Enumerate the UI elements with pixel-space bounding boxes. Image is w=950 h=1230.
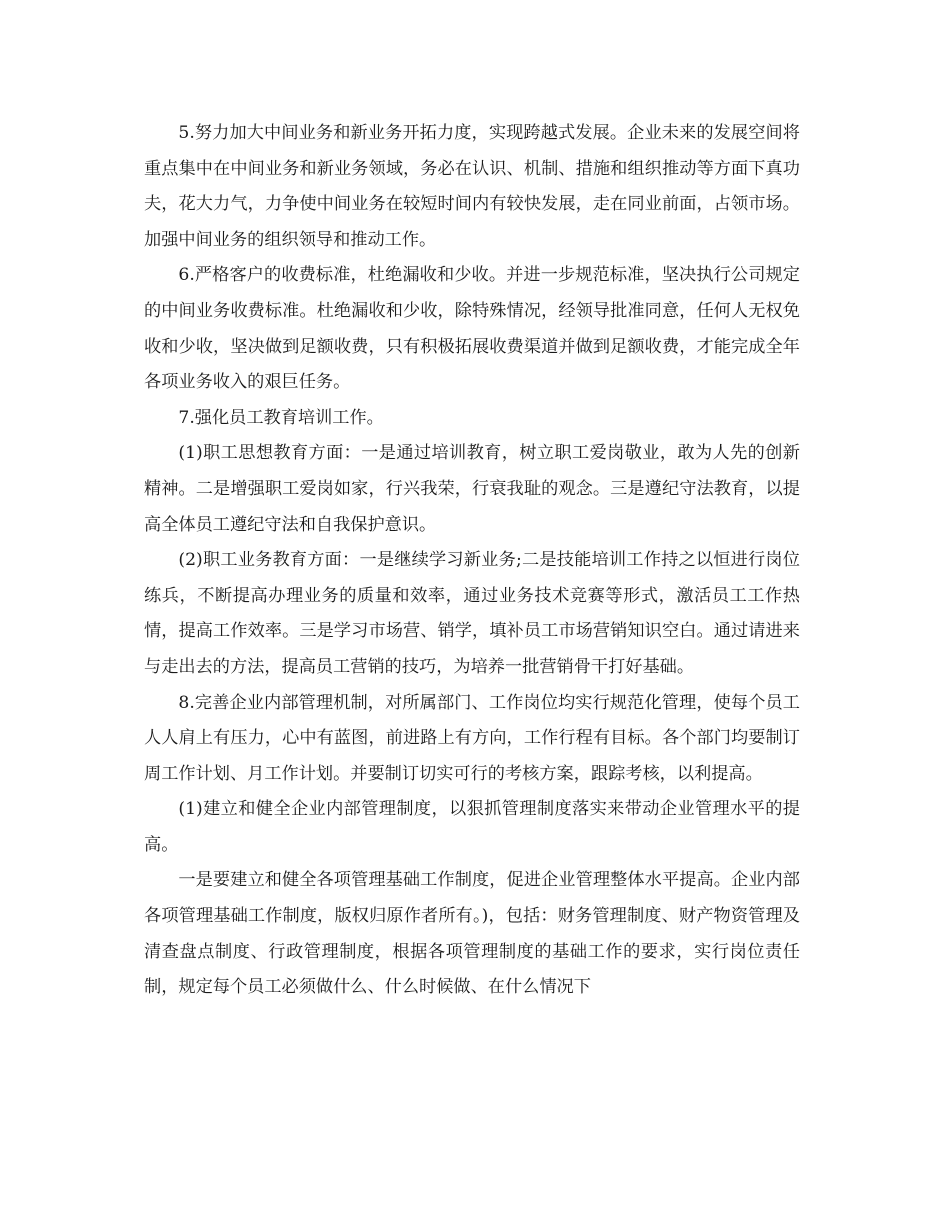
paragraph-item-8-1: (1)建立和健全企业内部管理制度，以狠抓管理制度落实来带动企业管理水平的提高。 — [144, 799, 800, 855]
paragraph-item-7-1: (1)职工思想教育方面：一是通过培训教育，树立职工爱岗敬业，敢为人先的创新精神。二是增强职工爱岗如家，行兴我荣，行衰我耻的观念。三是遵纪守法教育，以提高全体员工遵纪守法和自我保护意识。 — [144, 443, 800, 535]
paragraph-item-6: 6.严格客户的收费标准，杜绝漏收和少收。并进一步规范标准，坚决执行公司规定的中间业务收费标准。杜绝漏收和少收，除特殊情况，经领导批准同意，任何人无权免收和少收，坚决做到足额收费，只有积极拓展收费渠道并做到足额收费，才能完成全年各项业务收入的艰巨任务。 — [144, 265, 800, 393]
paragraph-item-7: 7.强化员工教育培训工作。 — [178, 407, 384, 428]
paragraph-item-8: 8.完善企业内部管理机制，对所属部门、工作岗位均实行规范化管理，使每个员工人人肩上有压力，心中有蓝图，前进路上有方向，工作行程有目标。各个部门均要制订周工作计划、月工作计划。并要制订切实可行的考核方案，跟踪考核，以利提高。 — [144, 692, 800, 784]
paragraph-item-8-1-a: 一是要建立和健全各项管理基础工作制度，促进企业管理整体水平提高。企业内部各项管理基础工作制度，版权归原作者所有。)，包括：财务管理制度、财产物资管理及清查盘点制度、行政管理制度，根据各项管理制度的基础工作的要求，实行岗位责任制，规定每个员工必须做什么、什么时候做、在什么情况下 — [144, 870, 800, 998]
document-body — [144, 116, 800, 1006]
paragraph-item-5: 5.努力加大中间业务和新业务开拓力度，实现跨越式发展。企业未来的发展空间将重点集中在中间业务和新业务领域，务必在认识、机制、措施和组织推动等方面下真功夫，花大力气，力争使中间业务在较短时间内有较快发展，走在同业前面，占领市场。加强中间业务的组织领导和推动工作。 — [144, 123, 800, 250]
paragraph-item-7-2: (2)职工业务教育方面：一是继续学习新业务;二是技能培训工作持之以恒进行岗位练兵，不断提高办理业务的质量和效率，通过业务技术竞赛等形式，激活员工工作热情，提高工作效率。三是学习市场营、销学，填补员工市场营销知识空白。通过请进来与走出去的方法，提高员工营销的技巧，为培养一批营销骨干打好基础。 — [144, 550, 800, 677]
